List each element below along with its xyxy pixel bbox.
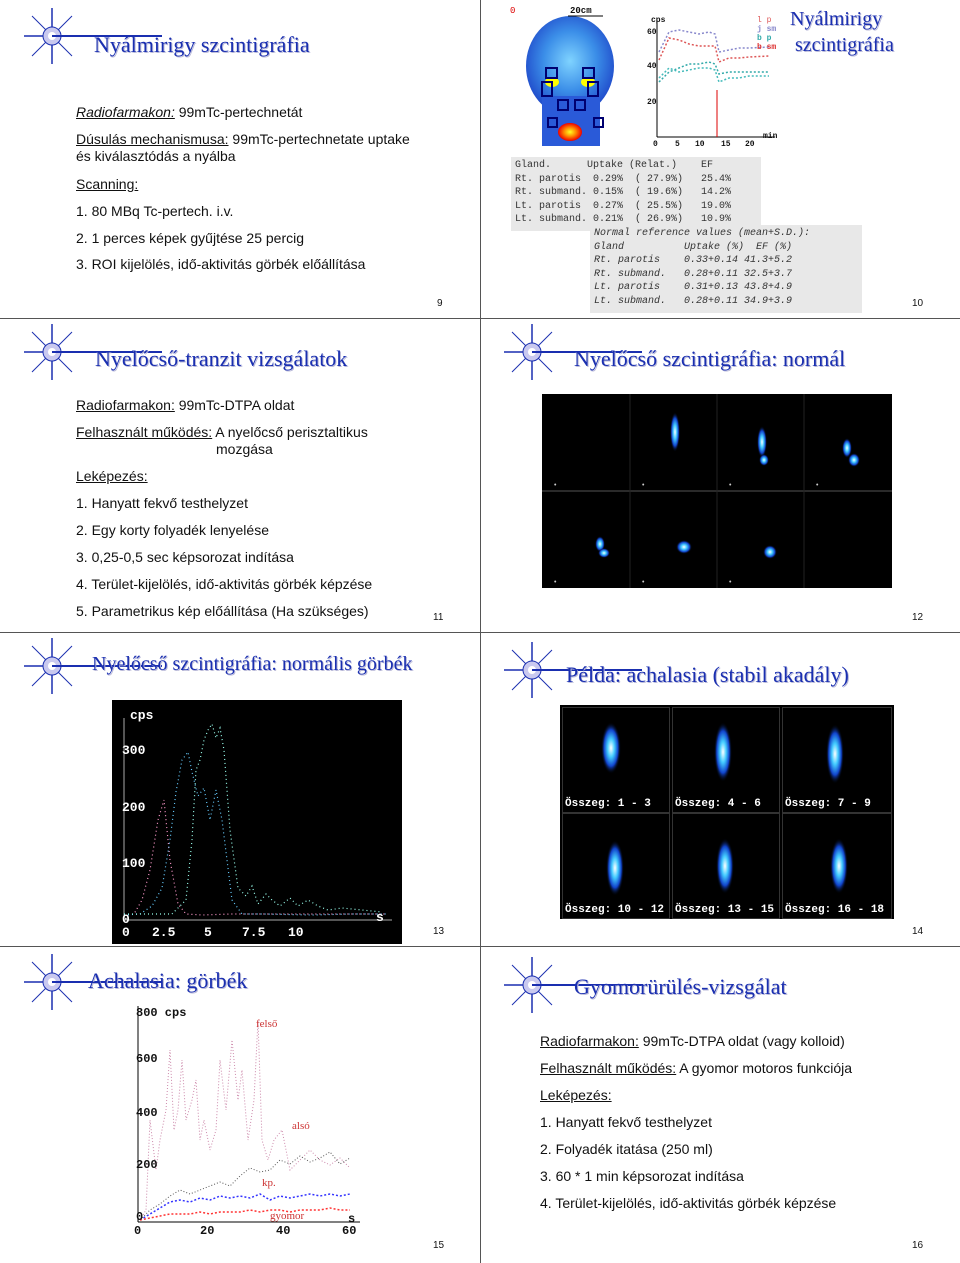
graph-y60: 60: [647, 28, 657, 37]
line-function: Felhasznált működés: A gyomor motoros funkciója: [540, 1060, 853, 1076]
normal-curves-chart: [112, 700, 402, 944]
step-4: 4. Terület-kijelölés, idő-aktivitás görbék képzése: [540, 1195, 837, 1211]
achalasia-curves: [130, 1000, 366, 1240]
frame-blob: [783, 814, 891, 918]
slide-title: Nyálmirigy: [790, 8, 883, 30]
graph-x15: 15: [721, 140, 731, 149]
frame-6: [782, 813, 892, 919]
x-unit-s: s: [376, 910, 384, 925]
frame-label: Összeg: 16 - 18: [785, 904, 885, 916]
line-mechanism-2: és kiválasztódás a nyálba: [76, 148, 236, 164]
y-300: 300: [122, 743, 146, 758]
slide-title: Gyomorürülés-vizsgálat: [574, 974, 787, 999]
x-0: 0: [134, 1224, 142, 1238]
x-7.5: 7.5: [242, 925, 266, 940]
scan-scale-label: 20cm: [570, 6, 592, 16]
achalasia-images: [560, 705, 894, 919]
frame-label: Összeg: 1 - 3: [565, 798, 651, 810]
slide-title: Példa: achalasia (stabil akadály): [566, 662, 849, 687]
legend-lp: l p: [757, 16, 772, 25]
page-number: 13: [433, 926, 445, 937]
frame-label: Összeg: 10 - 12: [565, 904, 665, 916]
step-2: 2. Folyadék itatása (250 ml): [540, 1141, 713, 1157]
frame-1: [562, 707, 670, 813]
graph-x5: 5: [675, 140, 680, 149]
legend-bp: b p: [757, 34, 772, 43]
page-number: 14: [912, 926, 924, 937]
graph-cps-label: cps: [651, 16, 666, 25]
y-0: 0: [122, 912, 130, 927]
salivary-scan-image: [508, 4, 638, 154]
label-also: alsó: [292, 1120, 310, 1132]
frame-3: [782, 707, 892, 813]
line-function-2: mozgása: [216, 441, 273, 457]
page-number: 12: [912, 612, 924, 623]
line-function: Felhasznált működés: A nyelőcső perisztaltikus: [76, 424, 368, 440]
graph-x20: 20: [745, 140, 755, 149]
x-40: 40: [276, 1224, 291, 1238]
line-imaging: Leképezés:: [76, 468, 148, 484]
line-step-2: 2. 1 perces képek gyűjtése 25 percig: [76, 230, 305, 246]
uptake-table: Gland. Uptake (Relat.) EF Rt. parotis 0.29% ( 27.9%) 25.4% Rt. submand. 0.15% ( 19.6%) 14.2% Lt. parotis 0.27% ( 25.5%) 19.0% Lt. submand. 0.21% ( 26.9%) 10.9%: [511, 157, 761, 231]
divider-col: [480, 0, 481, 1263]
x-0: 0: [122, 925, 130, 940]
page-number: 11: [433, 612, 444, 623]
frame-blob: [673, 708, 779, 812]
x-60: 60: [342, 1224, 357, 1238]
head-scan-graphic: [508, 4, 638, 154]
line-step-1: 1. 80 MBq Tc-pertech. i.v.: [76, 203, 234, 219]
svg-text:•: •: [642, 482, 645, 489]
frame-5: [672, 813, 780, 919]
label-gyomor: gyomor: [270, 1210, 305, 1222]
svg-text:•: •: [642, 579, 645, 586]
esophagus-frames: [542, 394, 892, 588]
slide-title: Achalasia: görbék: [88, 968, 248, 993]
achalasia-curves-chart: [130, 1000, 366, 1240]
line-mechanism: Dúsulás mechanismusa: 99mTc-pertechnetate uptake: [76, 131, 410, 147]
step-2: 2. Egy korty folyadék lenyelése: [76, 522, 269, 538]
slide-title: Nyelőcső szcintigráfia: normális görbék: [92, 653, 413, 675]
page-number: 15: [433, 1240, 445, 1251]
svg-text:•: •: [729, 579, 732, 586]
line-scanning: Scanning:: [76, 176, 139, 192]
graph-y20: 20: [647, 98, 657, 107]
reference-table: Normal reference values (mean+S.D.): Gland Uptake (%) EF (%) Rt. parotis 0.33+0.14 41.3+5.2 Rt. submand. 0.28+0.11 32.5+3.7 Lt. parotis 0.31+0.13 43.8+4.9 Lt. submand. 0.28+0.11 34.9+3.9: [590, 225, 862, 313]
frame-label: Összeg: 7 - 9: [785, 798, 871, 810]
frame-blob: [673, 814, 779, 918]
frame-label: Összeg: 4 - 6: [675, 798, 761, 810]
line-step-3: 3. ROI kijelölés, idő-aktivitás görbék előállítása: [76, 256, 366, 272]
step-1: 1. Hanyatt fekvő testhelyzet: [540, 1114, 712, 1130]
slide-title-2: szcintigráfia: [795, 34, 894, 56]
esophagus-normal-images: [542, 394, 892, 588]
x-20: 20: [200, 1224, 215, 1238]
legend-jsm: j sm: [757, 25, 777, 34]
page-number: 16: [912, 1240, 924, 1251]
y-200: 200: [122, 800, 146, 815]
y-0: 0: [136, 1210, 144, 1224]
svg-text:•: •: [554, 482, 557, 489]
y-200: 200: [136, 1158, 158, 1172]
step-3: 3. 60 * 1 min képsorozat indítása: [540, 1168, 744, 1184]
slide-title: Nyelőcső-tranzit vizsgálatok: [95, 346, 348, 371]
y-100: 100: [122, 856, 146, 871]
step-1: 1. Hanyatt fekvő testhelyzet: [76, 495, 248, 511]
graph-x10: 10: [695, 140, 705, 149]
graph-y40: 40: [647, 62, 657, 71]
frame-4: [562, 813, 670, 919]
step-3: 3. 0,25-0,5 sec képsorozat indítása: [76, 549, 294, 565]
y-400: 400: [136, 1106, 158, 1120]
page-number: 9: [437, 298, 443, 309]
frame-blob: [563, 814, 669, 918]
normal-curves: [112, 700, 402, 944]
x-2.5: 2.5: [152, 925, 176, 940]
svg-text:•: •: [729, 482, 732, 489]
legend-bsm: b sm: [757, 43, 777, 52]
scan-zero-label: 0: [510, 6, 516, 16]
frame-2: [672, 707, 780, 813]
svg-text:•: •: [816, 482, 819, 489]
label-felso: felső: [256, 1018, 278, 1030]
step-4: 4. Terület-kijelölés, idő-aktivitás görbék képzése: [76, 576, 373, 592]
step-5: 5. Parametrikus kép előállítása (Ha szükséges): [76, 603, 369, 619]
line-radio: Radiofarmakon: 99mTc-pertechnetát: [76, 104, 303, 120]
x-5: 5: [204, 925, 212, 940]
line-radio: Radiofarmakon: 99mTc-DTPA oldat (vagy kolloid): [540, 1033, 845, 1049]
x-unit-s: s: [348, 1212, 356, 1226]
frame-label: Összeg: 13 - 15: [675, 904, 775, 916]
page-number: 10: [912, 298, 924, 309]
line-radio: Radiofarmakon: 99mTc-DTPA oldat: [76, 397, 295, 413]
slide-title: Nyelőcső szcintigráfia: normál: [574, 346, 846, 371]
cps-label: cps: [130, 708, 154, 723]
x-10: 10: [288, 925, 304, 940]
frame-blob: [783, 708, 891, 812]
salivary-curve-graph: [645, 12, 780, 152]
slide-title: Nyálmirigy szcintigráfia: [94, 32, 310, 57]
graph-min: min: [763, 132, 778, 141]
graph-x0: 0: [653, 140, 658, 149]
line-imaging: Leképezés:: [540, 1087, 612, 1103]
frame-blob: [563, 708, 669, 812]
label-kp: kp.: [262, 1177, 276, 1189]
svg-text:•: •: [554, 579, 557, 586]
y-600: 600: [136, 1052, 158, 1066]
cps-label: 800 cps: [136, 1006, 187, 1020]
